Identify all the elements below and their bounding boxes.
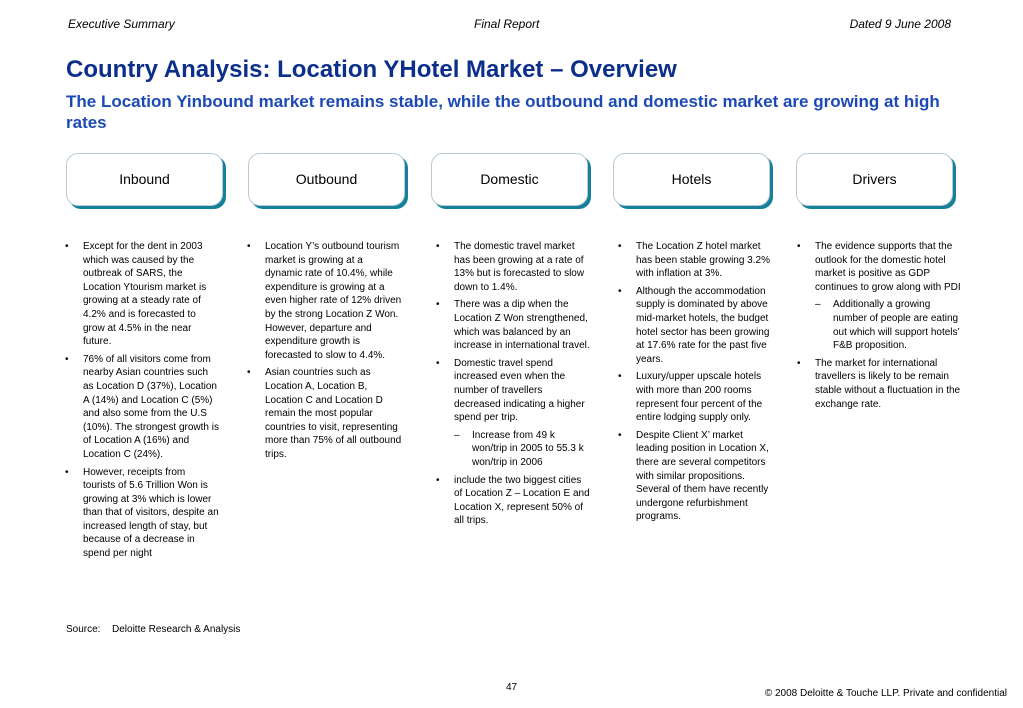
page-title: Country Analysis: Location YHotel Market – Overview <box>66 56 677 83</box>
list-item: • 76% of all visitors come from nearby Asian countries such as Location D (37%), Location A (14%) and Location C (5%) and also some from the U.S (10%). The strongest growth is of Location A (16%) and Location C (24%). <box>62 353 220 462</box>
list-item: • include the two biggest cities of Location Z – Location E and Location X, represent 50% of all trips. <box>433 474 591 528</box>
list-item: • The Location Z hotel market has been stable growing 3.2% with inflation at 3%. <box>615 240 773 281</box>
column-outbound <box>244 240 402 466</box>
tab-outbound: Outbound <box>248 153 405 206</box>
list-item: • Location Y’s outbound tourism market is growing at a dynamic rate of 10.4%, while expenditure is growing at a even higher rate of 12% driven by the strong Location Z Won. However, departure and expenditure growth is forecasted to slow to 4.4%. <box>244 240 402 362</box>
page-subtitle: The Location Yinbound market remains stable, while the outbound and domestic market are growing at high rates <box>66 92 940 132</box>
list-item: • The market for international travellers is likely to be remain stable without a fluctuation in the exchange rate. <box>794 357 964 411</box>
list-item: • The domestic travel market has been growing at a rate of 13% but is forecasted to slow down to 1.4%. <box>433 240 591 294</box>
list-item: • Except for the dent in 2003 which was caused by the outbreak of SARS, the Location Ytourism market is growing at a steady rate of 4.2% and is forecasted to grow at 4.5% in the near future. <box>62 240 220 349</box>
list-item: • Luxury/upper upscale hotels with more than 200 rooms represent four percent of the entire lodging supply only. <box>615 370 773 424</box>
column-drivers <box>794 240 964 415</box>
tab-hotels: Hotels <box>613 153 770 206</box>
source-note <box>66 624 240 635</box>
list-item: • Although the accommodation supply is dominated by above mid-market hotels, the budget hotel sector has been growing at 17.6% rate for the past five years. <box>615 285 773 367</box>
list-item: • The evidence supports that the outlook for the domestic hotel market is positive as GDP continues to grow along with PDI <box>794 240 964 294</box>
tab-inbound: Inbound <box>66 153 223 206</box>
list-item: • Despite Client X’ market leading position in Location X, there are several competitors with similar propositions. Several of them have recently undergone refurbishment programs. <box>615 429 773 524</box>
list-item: • Domestic travel spend increased even when the number of travellers decreased indicating a higher spend per trip. <box>433 357 591 425</box>
header-center: Final Report <box>474 17 540 31</box>
copyright-notice: © 2008 Deloitte & Touche LLP. Private and confidential <box>764 688 1007 699</box>
list-subitem: – Increase from 49 k won/trip in 2005 to 55.3 k won/trip in 2006 <box>433 429 591 470</box>
list-item: • However, receipts from tourists of 5.6 Trillion Won is growing at 3% which is lower than that of visitors, despite an increased length of stay, but because of a decrease in spend per night <box>62 466 220 561</box>
column-inbound <box>62 240 220 565</box>
header-left: Executive Summary <box>68 17 175 31</box>
source-label: Source: <box>66 624 101 635</box>
column-domestic <box>433 240 591 532</box>
column-hotels <box>615 240 773 528</box>
source-text: Deloitte Research & Analysis <box>112 624 241 635</box>
tab-drivers: Drivers <box>796 153 953 206</box>
tab-domestic: Domestic <box>431 153 588 206</box>
list-item: • There was a dip when the Location Z Won strengthened, which was balanced by an increase in international travel. <box>433 298 591 352</box>
list-subitem: – Additionally a growing number of people are eating out which will support hotels’ F&B proposition. <box>794 298 964 352</box>
list-item: • Asian countries such as Location A, Location B, Location C and Location D remain the most popular countries to visit, representing more than 75% of all outbound trips. <box>244 366 402 461</box>
header-date: Dated 9 June 2008 <box>849 17 951 31</box>
page-number: 47 <box>506 682 518 693</box>
